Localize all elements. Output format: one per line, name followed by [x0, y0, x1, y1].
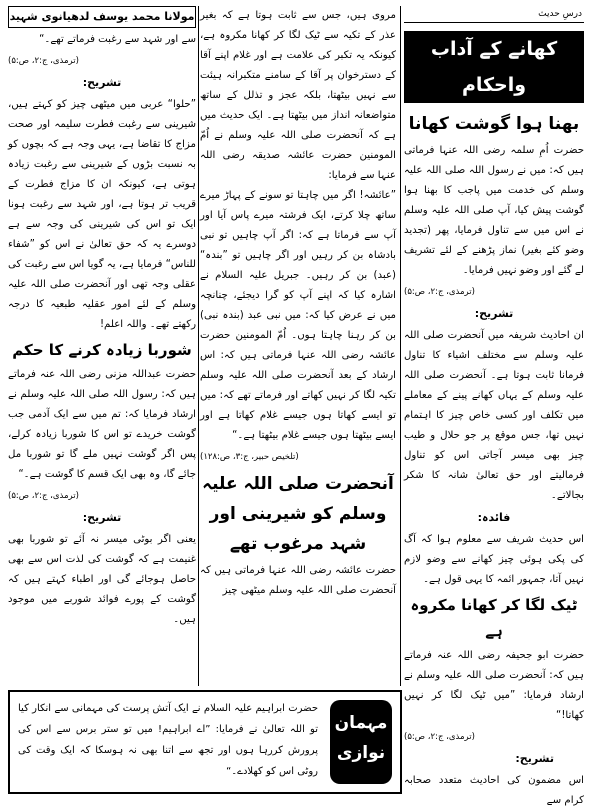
hospitality-box-text: حضرت ابراہیم علیہ السلام نے ایک آتش پرست کی مہمانی سے انکار کیا تو اللہ تعالیٰ نے فرمایا: ”اے ابراہیم! میں تو ستر برس سے اس کی پرورش کررہا ہوں اور تجھ سے اتنا بھی نہ ہوسکا کہ ایک وقت کی روٹی اس کو کھلادے۔“	[18, 703, 318, 777]
left-column	[8, 6, 196, 630]
tashreeh-label: تشریح:	[82, 511, 122, 524]
hadith-text: حضرت عبداللہ مزنی رضی اللہ عنہ فرماتے ہیں کہ: رسول اللہ صلی اللہ علیہ وسلم نے ارشاد فرمایا کہ: تم میں سے ایک آدمی جب گوشت خریدے تو اس کا شوربا زیادہ کرلے، پس اگر گوشت نہیں ملے گا تو شوربا مل جائے گا، وہ بھی ایک قسم کا گوشت ہے۔“	[8, 369, 196, 480]
box-title-line: نوازی	[336, 743, 386, 763]
section-heading-roasted-meat: بھنا ہوا گوشت کھانا	[408, 114, 580, 134]
quote-reference: (تلخیص حبیر، ج:۳، ص:۱۲۸)	[200, 452, 299, 462]
middle-column	[200, 6, 396, 601]
hadith-reference: (ترمذی، ج:۲، ص:۵)	[8, 56, 79, 66]
hospitality-box-title	[330, 700, 392, 784]
tashreeh-text: ”حلوا“ عربی میں میٹھی چیز کو کہتے ہیں، شیرینی سے رغبت فطرت سلیمہ اور صحت مزاج کا تقاضا ہے، یہی وجہ ہے کہ بچوں کو بہ نسبت بڑوں کے شیرینی سے رغبت زیادہ ہوتی ہے، کیونکہ ان کا مزاج فطرت کے قریب تر ہوتا ہے، اور شہد سے رغبت ہونا ایک تو اس کی شیرینی کی وجہ سے ہے دوسرے یہ کہ حق تعالیٰ نے اس کو ”شفاء للناس“ فرمایا ہے، یہ گویا اس سے رغبت کی عقلی وجہ تھی اور آنحضرت صلی اللہ علیہ وسلم کے لئے امور عقلیہ طبعیہ کا درجہ رکھتے تھے۔ واللہ اعلم!	[8, 99, 196, 330]
column-divider	[198, 6, 199, 686]
section-heading-broth: شوربا زیادہ کرنے کا حکم	[12, 341, 192, 359]
author-name-box: مولانا محمد یوسف لدھیانوی شہید	[8, 6, 196, 28]
intro-text: سے اور شہد سے رغبت فرماتے تھے۔“	[39, 34, 196, 45]
banner-title: کھانے کے آداب واحکام	[404, 31, 584, 103]
intro-text: مروی ہیں، جس سے ثابت ہوتا ہے کہ بغیر عذر کے تکیہ سے ٹیک لگا کر کھانا مکروہ ہے، کیونکہ یہ تکبر کی علامت ہے اور غلام اپنے آقا کے دسترخوان پر آقا کے سامنے متکبرانہ ہیئت سے نہیں بیٹھتا، بلکہ عجز و تذلل کے ساتھ متواضعانہ انداز میں بیٹھتا ہے۔ ایک حدیث میں ہے کہ آنحضرت صلی اللہ علیہ وسلم نے اُمّ المومنین حضرت عائشہ صدیقہ رضی اللہ عنہا سے فرمایا:	[200, 10, 396, 181]
tashreeh-text: ان احادیث شریفہ میں آنحضرت صلی اللہ علیہ وسلم سے مختلف اشیاء کا تناول فرمانا ثابت ہوتا ہے۔ آنحضرت صلی اللہ علیہ وسلم کے یہاں کھانے پینے کے معاملے میں تکلف اور کسی خاص چیز کا اہتمام نہیں تھا، جس موقع پر جو حلال و طیب چیز بھی میسر آجاتی اس کو تناول فرمالیتے اور حق تعالیٰ شانہ کا شکر بجالاتے۔	[404, 330, 584, 501]
faida-text: اس حدیث شریف سے معلوم ہوا کہ آگ کی پکی ہوئی چیز کھانے سے وضو لازم نہیں آتا، جمہور ائمہ کا یہی قول ہے۔	[404, 534, 584, 585]
hospitality-box	[8, 690, 402, 794]
hadith-reference: (ترمذی، ج:۲، ص:۵)	[8, 491, 79, 501]
tashreeh-text: اس مضمون کی احادیث متعدد صحابہ کرام سے	[404, 775, 584, 806]
column-divider	[400, 6, 401, 686]
box-title-line: مہمان	[334, 713, 388, 733]
right-column	[404, 6, 584, 811]
hadith-reference: (ترمذی، ج:۲، ص:۵)	[404, 287, 475, 297]
quote-text: ”عائشہ! اگر میں چاہتا تو سونے کے پہاڑ میرے ساتھ چلا کرتے، ایک فرشتہ میرے پاس آیا اور آپ سے فرماتا ہے کہ: اگر آپ چاہیں تو نبی بادشاہ بن کر رہیں اور اگر چاہیں تو ”بندہ“ (عبد) بن کر رہیں۔ جبریل علیہ السلام نے اشارہ کیا کہ اپنے آپ کو گرا دیجئے، چنانچہ میں نے عرض کیا کہ: میں نبی عبد (بندہ نبی) بن کر رہنا چاہتا ہوں۔ اُمّ المومنین حضرت عائشہ رضی اللہ عنہا فرماتی ہیں کہ: اس ارشاد کے بعد آنحضرت صلی اللہ علیہ وسلم تکیہ لگا کر نہیں کھاتے اور فرماتے تھے کہ: میں تو ایسے کھاتا ہوں جیسے غلام کھاتا ہے اور ایسے بیٹھتا ہوں جیسے غلام بیٹھتا ہے۔“	[200, 190, 396, 441]
section-heading-reclining: ٹیک لگا کر کھانا مکروہ ہے	[410, 596, 578, 640]
hadith-text: حضرت عائشہ رضی اللہ عنہا فرماتی ہیں کہ آنحضرت صلی اللہ علیہ وسلم میٹھی چیز	[200, 565, 396, 596]
hadith-reference: (ترمذی، ج:۲، ص:۵)	[404, 732, 475, 742]
column-header-label: درسِ حدیث	[404, 6, 584, 23]
tashreeh-label: تشریح:	[474, 307, 514, 320]
tashreeh-label: تشریح:	[515, 752, 554, 765]
tashreeh-label: تشریح:	[82, 76, 122, 89]
faida-label: فائدہ:	[477, 511, 511, 524]
tashreeh-text: یعنی اگر بوٹی میسر نہ آئے تو شوربا بھی غنیمت ہے کہ گوشت کی لذت اس سے بھی حاصل ہوجائے گی اور اطباء کہتے ہیں کہ گوشت کے پورے فوائد شوربے میں موجود ہیں۔	[8, 534, 196, 625]
hadith-text: حضرت اُمِ سلمہ رضی اللہ عنہا فرماتی ہیں کہ: میں نے رسول اللہ صلی اللہ علیہ وسلم کی خدمت میں پاجب کا بھنا ہوا گوشت پیش کیا، آپ صلی اللہ علیہ وسلم نے اس میں سے تناول فرمایا، پھر (تجدید وضو کئے بغیر) نماز پڑھنے کے لئے تشریف لے گئے اور وضو نہیں فرمایا۔	[404, 145, 584, 276]
section-heading-sweets-honey: آنحضرت صلی اللہ علیہ وسلم کو شیرینی اور شہد مرغوب تھے	[202, 474, 394, 554]
hadith-text: حضرت ابو جحیفہ رضی اللہ عنہ فرماتے ہیں کہ: آنحضرت صلی اللہ علیہ وسلم نے ارشاد فرمایا: ”میں ٹیک لگا کر نہیں کھاتا!“	[404, 650, 584, 721]
